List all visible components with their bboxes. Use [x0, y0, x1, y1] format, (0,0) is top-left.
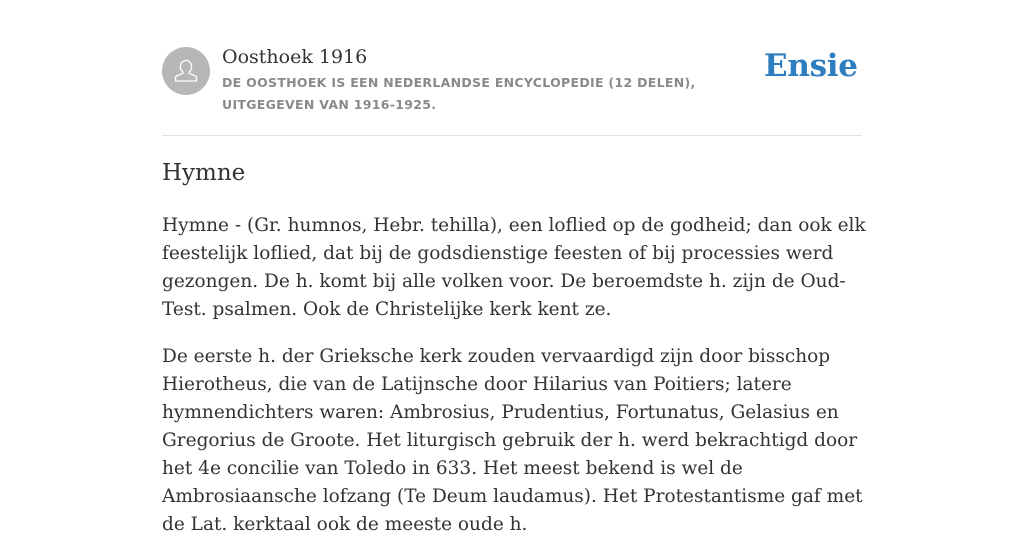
article-paragraph: De eerste h. der Grieksche kerk zouden vervaardigd zijn door bisschop Hierotheus, die van de Latijnsche door Hilarius van Poitiers; latere hymnendichters waren: Ambrosius, Prudentius, Fortunatus, Gelasius en Gregorius de Groote. Het liturgisch gebruik der h. werd bekrachtigd door het 4e concilie van Toledo in 633. Het meest bekend is wel de Ambrosiaansche lofzang (Te Deum laudamus). Het Protestantisme gaf met de Lat. kerktaal ook de meeste oude h. — [162, 346, 863, 535]
ensie-logo[interactable]: Ensie — [764, 48, 858, 84]
source-header — [162, 0, 862, 136]
source-title[interactable]: Oosthoek 1916 — [222, 46, 368, 68]
source-description: DE OOSTHOEK IS EEN NEDERLANDSE ENCYCLOPEDIE (12 DELEN), UITGEGEVEN VAN 1916-1925. — [222, 75, 696, 112]
article-body — [162, 212, 866, 558]
article-paragraph: Hymne - (Gr. humnos, Hebr. tehilla), een loflied op de godheid; dan ook elk feestelijk loflied, dat bij de godsdienstige feesten of bij processies werd gezongen. De h. komt bij alle volken voor. De beroemdste h. zijn de Oud-Test. psalmen. Ook de Christelijke kerk kent ze. — [162, 215, 866, 320]
page-container — [162, 0, 866, 535]
article-title: Hymne — [162, 160, 246, 186]
source-avatar[interactable] — [162, 47, 210, 95]
user-icon — [171, 56, 201, 86]
